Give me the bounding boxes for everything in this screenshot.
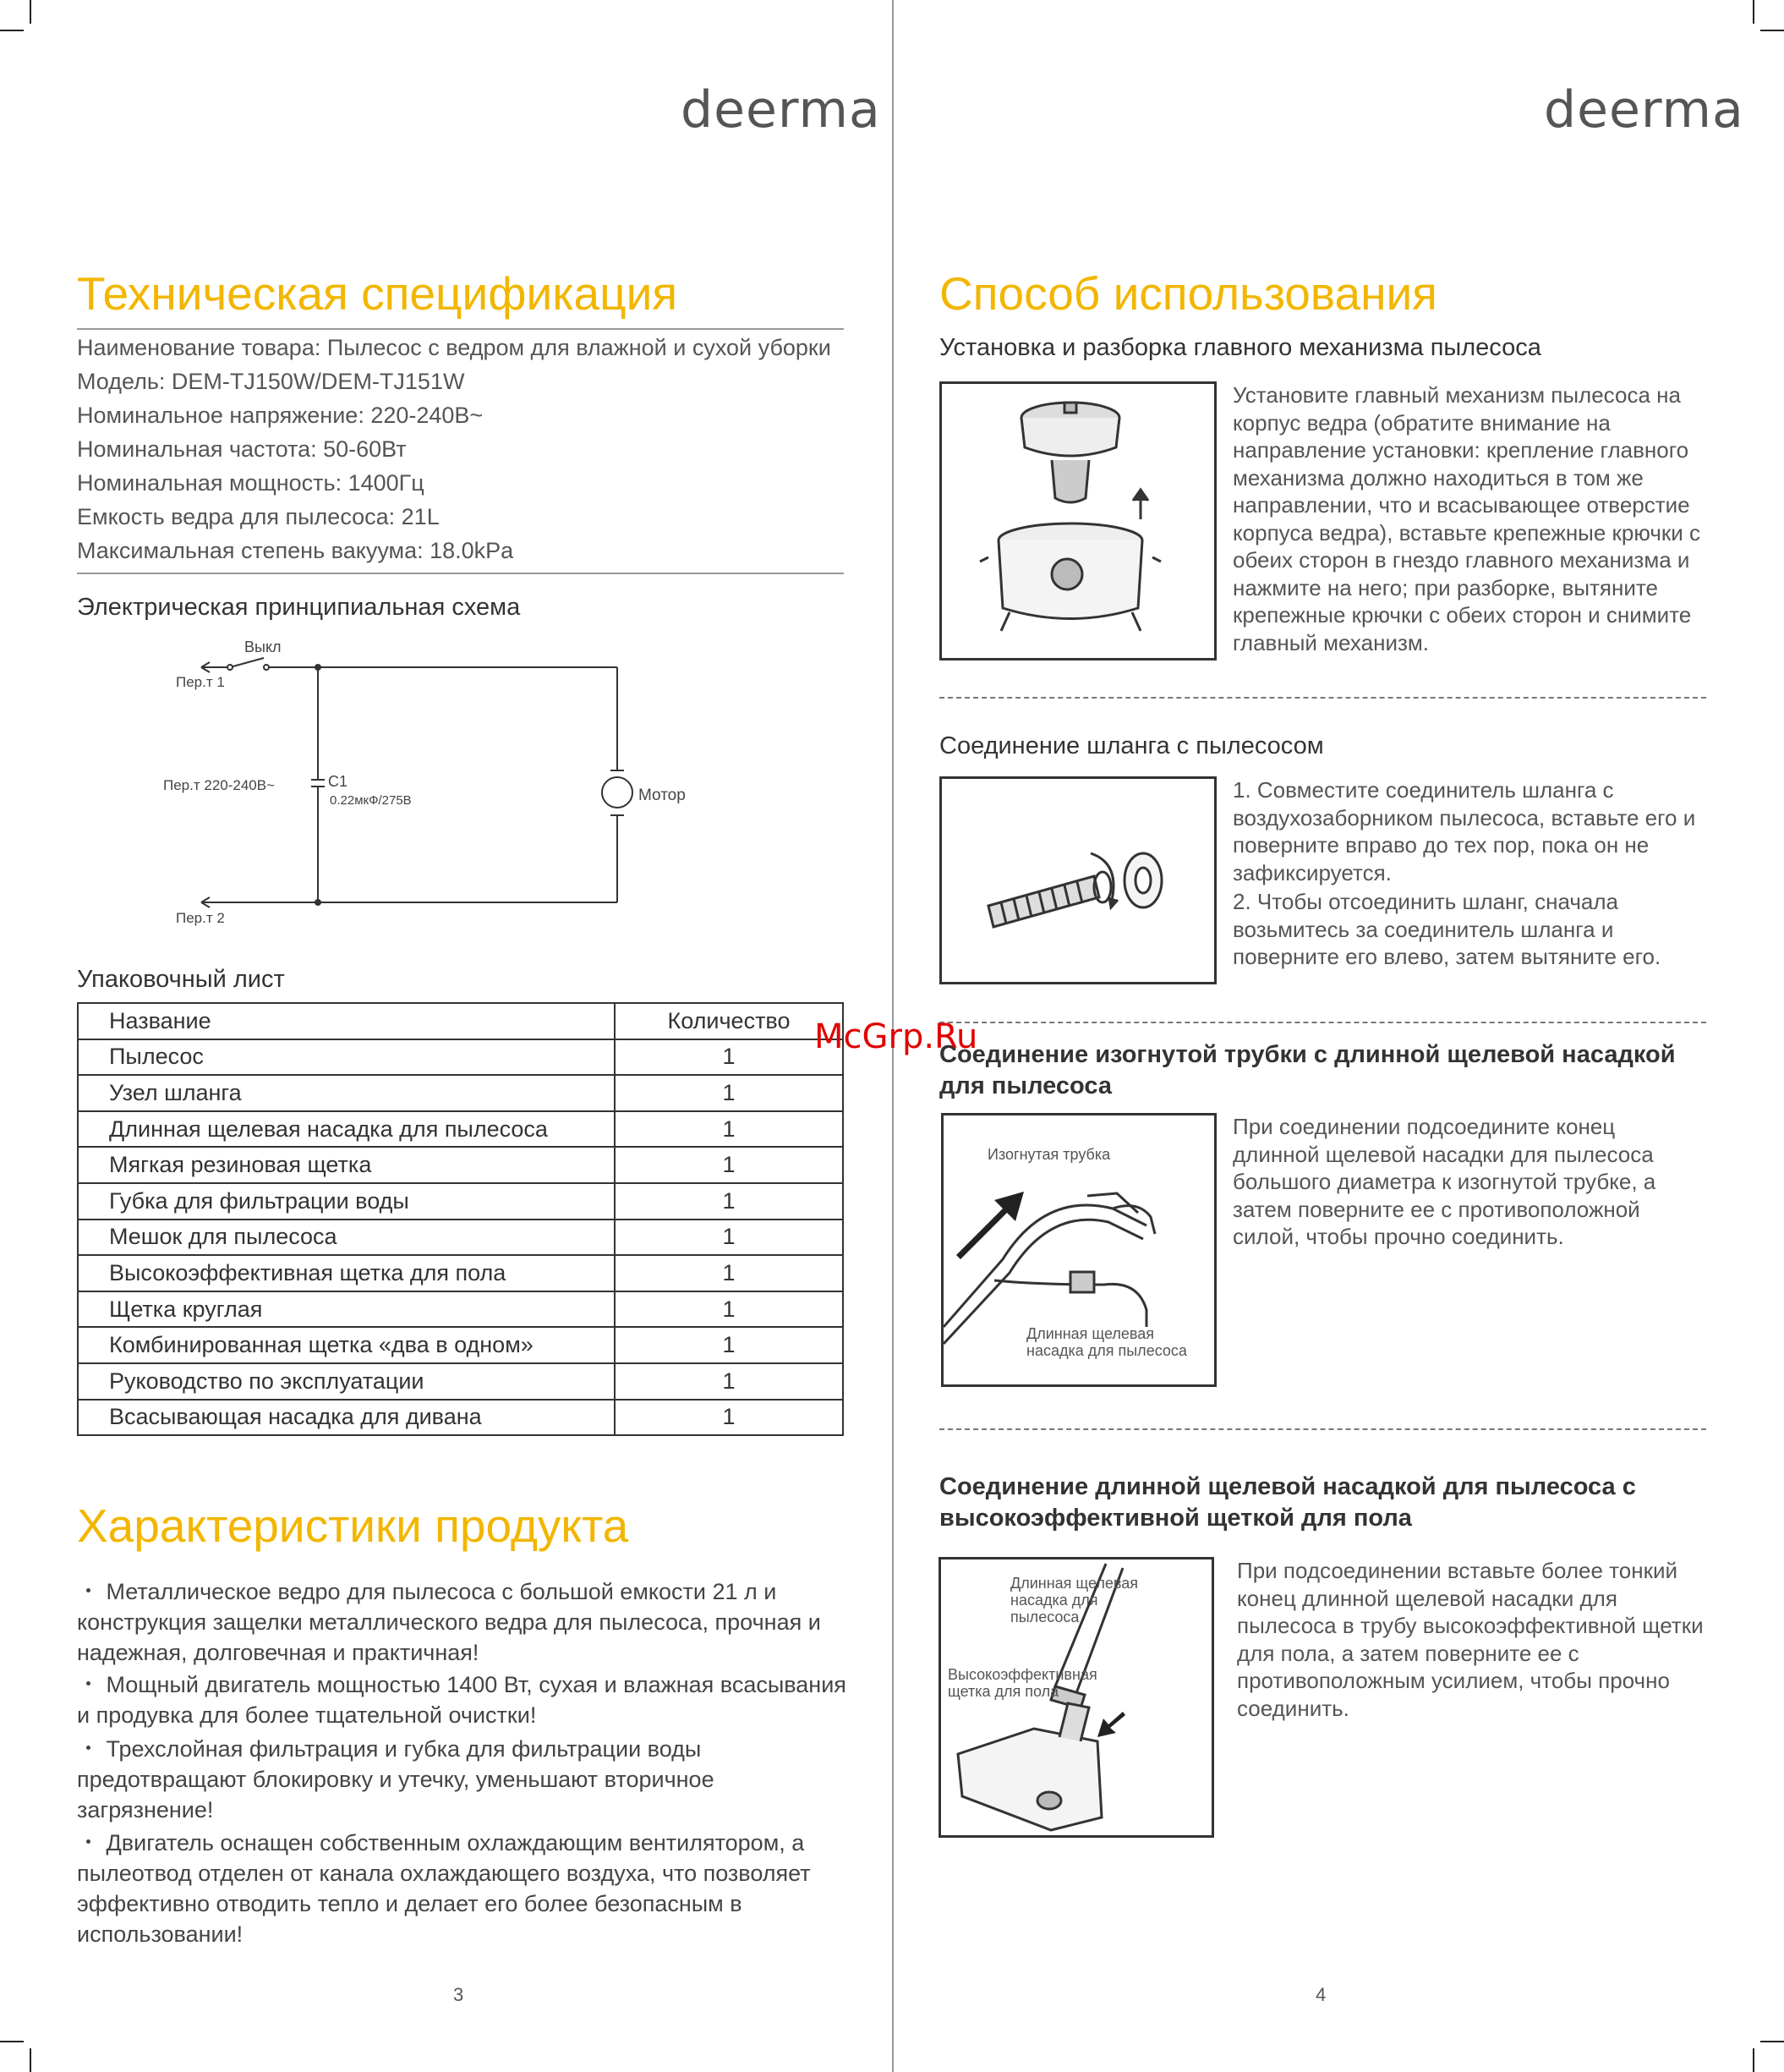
- crop-mark: [1753, 2048, 1754, 2072]
- packing-list-title: Упаковочный лист: [77, 966, 285, 993]
- deerma-logo: deerma: [1544, 80, 1744, 140]
- capacitor-label: С1: [328, 773, 348, 790]
- deerma-logo: deerma: [681, 80, 881, 140]
- table-row: Узел шланга 1: [78, 1075, 843, 1111]
- section-text: Установите главный механизм пылесоса на корпус ведра (обратите внимание на направление установки: крепление главного механизма должно находиться в том же направлении, что и всасывающее отверстие корпуса ведра), вставьте крепежные крючки с обеих сторон в гнездо главного механизма и нажмите на него; при разборке, вытяните крепежные крючки с обеих сторон и снимите главный механизм.: [1233, 382, 1700, 655]
- section-title: Соединение длинной щелевой насадкой для пылесоса с высокоэффективной щеткой для пола: [939, 1473, 1636, 1532]
- floor-brush-illustration: [939, 1557, 1214, 1838]
- per1-label: Пер.т 1: [176, 674, 225, 690]
- spec-line: Номинальная мощность: 1400Гц: [77, 470, 424, 496]
- page-number: 3: [453, 1984, 464, 2005]
- page-number: 4: [1316, 1984, 1327, 2005]
- curved-tube-illustration: [941, 1113, 1217, 1387]
- crop-mark: [0, 2041, 24, 2042]
- circuit-diagram: [0, 626, 845, 947]
- features-title: Характеристики продукта: [77, 1499, 629, 1552]
- title-underline: [77, 328, 844, 330]
- section-divider: [939, 1428, 1706, 1430]
- caption-curved-tube: Изогнутая трубка: [988, 1146, 1111, 1163]
- per2-label: Пер.т 2: [176, 910, 225, 926]
- caption-crevice-nozzle: Длинная щелевая насадка для пылесоса: [1010, 1575, 1139, 1625]
- hose-illustration: [939, 776, 1217, 984]
- usage-title: Способ использования: [939, 267, 1437, 320]
- motor-label: Мотор: [638, 787, 686, 804]
- spec-line: Модель: DEM-TJ150W/DEM-TJ151W: [77, 369, 465, 394]
- feature-item: ・ Трехслойная фильтрация и губка для фильтрации воды предотвращают блокировку и утечку, уменьшают вторичное загрязнение!: [77, 1736, 714, 1823]
- table-row: Комбинированная щетка «два в одном» 1: [78, 1327, 843, 1363]
- crop-mark: [1760, 30, 1784, 31]
- crop-mark: [30, 0, 31, 24]
- feature-item: ・ Металлическое ведро для пылесоса с большой емкости 21 л и конструкция защелки металлического ведра для пылесоса, прочная и надежная, долговечная и практичная!: [77, 1579, 821, 1665]
- table-row: Руководство по эксплуатации 1: [78, 1363, 843, 1400]
- section-text: При подсоединении вставьте более тонкий конец длинной щелевой насадки для пылесоса в трубу высокоэффективной щетки для пола, а затем поверните ее с противоположным усилием, чтобы прочно соединить.: [1237, 1558, 1704, 1721]
- section-text: 2. Чтобы отсоединить шланг, сначала возьмитесь за соединитель шланга и поверните его влево, затем вытяните его.: [1233, 889, 1661, 969]
- spec-line: Номинальное напряжение: 220-240В~: [77, 403, 484, 428]
- table-row: Высокоэффективная щетка для пола 1: [78, 1255, 843, 1291]
- spec-line: Емкость ведра для пылесоса: 21L: [77, 504, 440, 529]
- feature-item: ・ Мощный двигатель мощностью 1400 Вт, сухая и влажная всасывания и продувка для более тщательной очистки!: [77, 1672, 846, 1728]
- section-text: 1. Совместите соединитель шланга с воздухозаборником пылесоса, вставьте его и поверните вправо до тех пор, пока он не зафиксируется.: [1233, 777, 1696, 885]
- packing-table: [77, 1002, 844, 1436]
- table-row: Щетка круглая 1: [78, 1291, 843, 1328]
- feature-item: ・ Двигатель оснащен собственным охлаждающим вентилятором, а пылеотвод отделен от канала охлаждающего воздуха, что позволяет эффективно отводить тепло и делает его более безопасным в использовании!: [77, 1830, 811, 1947]
- crop-mark: [1760, 2041, 1784, 2042]
- crop-mark: [1753, 0, 1754, 24]
- caption-crevice-nozzle: Длинная щелевая насадка для пылесоса: [1026, 1325, 1187, 1359]
- section-title: Соединение изогнутой трубки с длинной щелевой насадкой для пылесоса: [939, 1041, 1676, 1099]
- circuit-title: Электрическая принципиальная схема: [77, 594, 521, 621]
- section-title: Соединение шланга с пылесосом: [939, 732, 1324, 759]
- section-divider: [939, 1022, 1706, 1023]
- section-divider: [939, 697, 1706, 699]
- caption-floor-brush: Высокоэффективная щетка для пола: [948, 1666, 1097, 1700]
- spec-line: Наименование товара: Пылесос с ведром для влажной и сухой уборки: [77, 335, 831, 360]
- table-row: Мешок для пылесоса 1: [78, 1220, 843, 1256]
- watermark: McGrp.Ru: [814, 1017, 978, 1056]
- spec-line: Номинальная частота: 50-60Вт: [77, 436, 407, 462]
- table-row: Мягкая резиновая щетка 1: [78, 1147, 843, 1183]
- tech-spec-title: Техническая спецификация: [77, 267, 678, 320]
- table-row: Пылесос 1: [78, 1039, 843, 1076]
- table-row: Губка для фильтрации воды 1: [78, 1183, 843, 1220]
- section-title: Установка и разборка главного механизма пылесоса: [939, 334, 1541, 361]
- crop-mark: [30, 2048, 31, 2072]
- header-qty: Количество: [615, 1003, 843, 1039]
- table-row: Длинная щелевая насадка для пылесоса 1: [78, 1111, 843, 1148]
- spec-bottom-rule: [77, 573, 844, 574]
- switch-label: Выкл: [244, 639, 282, 655]
- table-row: Всасывающая насадка для дивана 1: [78, 1400, 843, 1436]
- section-text: При соединении подсоедините конец длинной щелевой насадки для пылесоса большого диаметра к изогнутой трубке, а затем поверните ее с противоположной силой, чтобы прочно соединить.: [1233, 1114, 1656, 1249]
- table-header-row: [78, 1003, 843, 1039]
- supply-label: Пер.т 220-240В~: [163, 777, 276, 793]
- crop-mark: [0, 30, 24, 31]
- capacitor-value: 0.22мкФ/275В: [330, 793, 412, 808]
- spec-line: Максимальная степень вакуума: 18.0kPa: [77, 538, 514, 563]
- main-unit-illustration: [939, 381, 1217, 661]
- header-name: Название: [78, 1003, 615, 1039]
